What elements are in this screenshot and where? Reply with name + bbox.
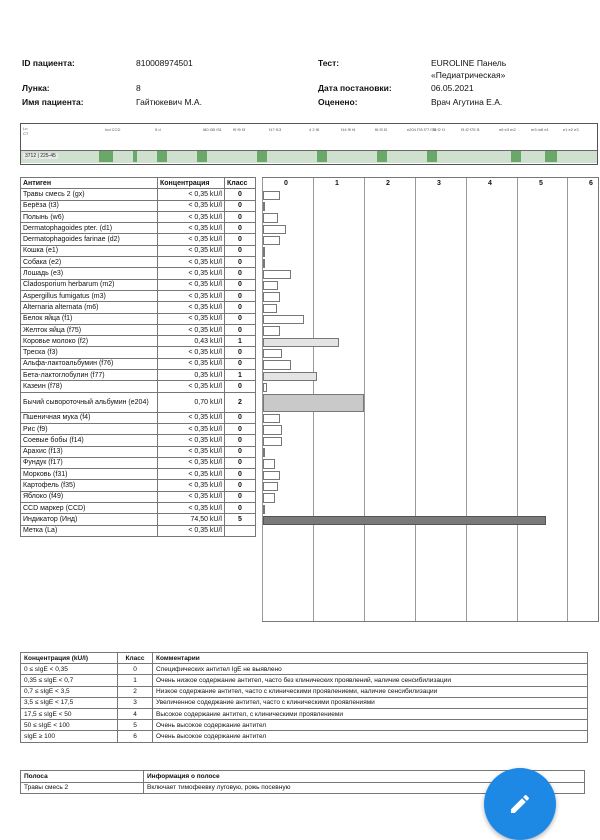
strip-block — [545, 151, 557, 162]
antigen-name: Соевые бобы (f14) — [21, 435, 158, 446]
antigen-class: 0 — [225, 234, 256, 245]
antigen-name: Казеин (f78) — [21, 381, 158, 392]
legend-comment: Очень низкое содержание антител, часто без клинических проявлений, наличие сенсибилизации — [153, 675, 588, 686]
chart-x-tick-label: 6 — [589, 180, 593, 187]
header-patient-id: 810008974501 — [136, 58, 193, 68]
antigen-concentration: < 0,35 kU/l — [158, 268, 225, 279]
antigen-row — [21, 302, 256, 313]
strip-tick-label: m3 m6 e1 — [531, 127, 549, 132]
chart-x-tick-label: 3 — [437, 180, 441, 187]
antigen-class: 2 — [225, 392, 256, 412]
antigen-row — [21, 435, 256, 446]
antigen-concentration: < 0,35 kU/l — [158, 313, 225, 324]
chart-bar — [263, 338, 339, 347]
antigen-class: 0 — [225, 435, 256, 446]
pencil-icon — [508, 792, 532, 816]
chart-bar — [263, 516, 546, 525]
class-legend-table — [20, 652, 588, 743]
antigen-class: 0 — [225, 423, 256, 434]
antigen-class — [225, 525, 256, 536]
strip-tick-label: t80 t35 f31 — [203, 127, 222, 132]
antigen-concentration: < 0,35 kU/l — [158, 480, 225, 491]
antigen-concentration: < 0,35 kU/l — [158, 290, 225, 301]
antigen-concentration: < 0,35 kU/l — [158, 503, 225, 514]
chart-bar — [263, 281, 278, 290]
antigen-row — [21, 423, 256, 434]
antigen-table — [20, 177, 256, 537]
antigen-row — [21, 358, 256, 369]
strip-tick-label: 4 2 f8 — [309, 127, 320, 132]
strip-code: 3712 | 225-45 — [25, 153, 56, 159]
antigen-name: Dermatophagoides pter. (d1) — [21, 223, 158, 234]
antigen-concentration: < 0,35 kU/l — [158, 211, 225, 222]
antigen-row — [21, 223, 256, 234]
antigen-concentration: 0,70 kU/l — [158, 392, 225, 412]
header-well-label: Лунка: — [22, 83, 50, 93]
antigen-concentration: < 0,35 kU/l — [158, 435, 225, 446]
chart-bar — [263, 326, 280, 335]
antigen-name: Берёза (t3) — [21, 200, 158, 211]
strip-label: Ln — [23, 126, 28, 131]
antigen-row — [21, 469, 256, 480]
legend-comment: Специфических антител IgE не выявлено — [153, 664, 588, 675]
header-date-label: Дата постановки: — [318, 83, 392, 93]
strip-block — [257, 151, 267, 162]
chart-bar — [263, 315, 304, 324]
chart-bar — [263, 448, 265, 457]
strip-label: CT — [23, 131, 29, 136]
legend-row — [21, 664, 588, 675]
legend-comment: Высокое содержание антител, с клиническими проявлениеми — [153, 708, 588, 719]
antigen-row — [21, 257, 256, 268]
antigen-name: Белок яйца (f1) — [21, 313, 158, 324]
chart-bar — [263, 471, 280, 480]
antigen-name: Картофель (f35) — [21, 480, 158, 491]
strip-block — [511, 151, 521, 162]
chart-bar — [263, 292, 280, 301]
header-evaluated: Врач Агутина Е.А. — [431, 97, 503, 107]
antigen-name: Метка (La) — [21, 525, 158, 536]
antigen-name: Индикатор (Инд) — [21, 514, 158, 525]
antigen-concentration: 74,50 kU/l — [158, 514, 225, 525]
legend-range: 3,5 ≤ sIgE < 17,5 — [21, 697, 118, 708]
chart-bar — [263, 459, 275, 468]
strip-block — [427, 151, 437, 162]
chart-x-tick-label: 4 — [488, 180, 492, 187]
antigen-name: Рис (f9) — [21, 423, 158, 434]
antigen-name: Собака (e2) — [21, 257, 158, 268]
antigen-name: Cladosporium herbarum (m2) — [21, 279, 158, 290]
chart-bar — [263, 236, 280, 245]
antigen-row — [21, 234, 256, 245]
legend-comment: Очень высокое содержание антител — [153, 731, 588, 742]
chart-bar — [263, 425, 282, 434]
legend-row — [21, 686, 588, 697]
strip-tick-label: f3 f2 f75 f1 — [461, 127, 480, 132]
antigen-name: Травы смесь 2 (gx) — [21, 189, 158, 200]
antigen-concentration: < 0,35 kU/l — [158, 446, 225, 457]
header-test-line1: EUROLINE Панель — [431, 58, 507, 68]
chart-gridline — [567, 178, 568, 621]
strip-block — [133, 151, 137, 162]
antigen-row — [21, 457, 256, 468]
strip-tick-label: 5 d — [155, 127, 161, 132]
legend-comment: Увеличенное содеджание антител, часто с клиническими проявлениями — [153, 697, 588, 708]
test-strip-image — [20, 123, 598, 165]
antigen-row — [21, 514, 256, 525]
antigen-class: 0 — [225, 324, 256, 335]
antigen-row — [21, 381, 256, 392]
col-concentration-header: Концентрация — [158, 178, 225, 189]
chart-bar — [263, 414, 280, 423]
antigen-name: Aspergillus fumigatus (m3) — [21, 290, 158, 301]
antigen-row — [21, 324, 256, 335]
legend-class-header: Класс — [118, 653, 153, 664]
antigen-concentration: < 0,35 kU/l — [158, 223, 225, 234]
legend-range: sIgE ≥ 100 — [21, 731, 118, 742]
legend-class: 1 — [118, 675, 153, 686]
header-patient-id-label: ID пациента: — [22, 58, 75, 68]
header-date: 06.05.2021 — [431, 83, 474, 93]
antigen-row — [21, 503, 256, 514]
strip-tick-label: e1 e2 e3 — [563, 127, 579, 132]
antigen-concentration: < 0,35 kU/l — [158, 358, 225, 369]
antigen-class: 0 — [225, 457, 256, 468]
antigen-row — [21, 279, 256, 290]
antigen-class: 0 — [225, 347, 256, 358]
strip-block — [157, 151, 167, 162]
header-patient-name-label: Имя пациента: — [22, 97, 84, 107]
antigen-class: 0 — [225, 223, 256, 234]
antigen-row — [21, 480, 256, 491]
antigen-class: 0 — [225, 302, 256, 313]
concentration-bar-chart — [262, 177, 599, 622]
antigen-concentration: < 0,35 kU/l — [158, 347, 225, 358]
strip-tick-label: e204 f78 f77 f76 — [407, 127, 436, 132]
chart-bar — [263, 213, 278, 222]
antigen-concentration: < 0,35 kU/l — [158, 245, 225, 256]
antigen-name: Морковь (f31) — [21, 469, 158, 480]
legend-row — [21, 697, 588, 708]
legend-row — [21, 675, 588, 686]
legend-range: 17,5 ≤ sIgE < 50 — [21, 708, 118, 719]
antigen-class: 0 — [225, 268, 256, 279]
legend-range: 0 ≤ sIgE < 0,35 — [21, 664, 118, 675]
antigen-concentration: < 0,35 kU/l — [158, 279, 225, 290]
antigen-name: CCD маркер (CCD) — [21, 503, 158, 514]
antigen-concentration: < 0,35 kU/l — [158, 491, 225, 502]
chart-bar — [263, 349, 282, 358]
antigen-name: Треска (f3) — [21, 347, 158, 358]
legend-row — [21, 731, 588, 742]
chart-bar — [263, 372, 317, 381]
strip-block — [377, 151, 387, 162]
strip-tick-label: f17 f13 — [269, 127, 282, 132]
legend-class: 4 — [118, 708, 153, 719]
antigen-name: Пшеничная мука (f4) — [21, 412, 158, 423]
chart-bar — [263, 270, 291, 279]
antigen-row — [21, 200, 256, 211]
antigen-row — [21, 313, 256, 324]
antigen-concentration: < 0,35 kU/l — [158, 457, 225, 468]
chart-bar — [263, 482, 278, 491]
antigen-row — [21, 347, 256, 358]
legend-class: 6 — [118, 731, 153, 742]
antigen-class: 0 — [225, 480, 256, 491]
antigen-class: 0 — [225, 313, 256, 324]
antigen-name: Лошадь (e3) — [21, 268, 158, 279]
legend-row — [21, 708, 588, 719]
antigen-row — [21, 189, 256, 200]
antigen-class: 0 — [225, 189, 256, 200]
antigen-class: 0 — [225, 381, 256, 392]
chart-bar — [263, 259, 265, 268]
legend-range: 50 ≤ sIgE < 100 — [21, 720, 118, 731]
header-evaluated-label: Оценено: — [318, 97, 358, 107]
chart-bar — [263, 493, 275, 502]
strip-side-labels — [23, 126, 28, 136]
col-antigen-header: Антиген — [21, 178, 158, 189]
header-patient-name: Гайтюкевич М.А. — [136, 97, 202, 107]
chart-bar — [263, 191, 280, 200]
antigen-class: 0 — [225, 446, 256, 457]
antigen-concentration: < 0,35 kU/l — [158, 234, 225, 245]
legend-class: 2 — [118, 686, 153, 697]
antigen-name: Альфа-лактоальбумин (f76) — [21, 358, 158, 369]
chart-bar — [263, 360, 291, 369]
antigen-class: 5 — [225, 514, 256, 525]
antigen-concentration: < 0,35 kU/l — [158, 469, 225, 480]
antigen-row — [21, 245, 256, 256]
antigen-concentration: 0,35 kU/l — [158, 370, 225, 381]
chart-bar — [263, 383, 267, 392]
antigen-concentration: < 0,35 kU/l — [158, 302, 225, 313]
chart-gridline — [415, 178, 416, 621]
chart-gridline — [517, 178, 518, 621]
antigen-row — [21, 412, 256, 423]
chart-bar — [263, 225, 286, 234]
antigen-name: Alternaria alternata (m6) — [21, 302, 158, 313]
antigen-name: Dermatophagoides farinae (d2) — [21, 234, 158, 245]
antigen-row — [21, 290, 256, 301]
chart-gridline — [466, 178, 467, 621]
antigen-name: Бычий сывороточный альбумин (e204) — [21, 392, 158, 412]
chart-bar — [263, 394, 364, 412]
antigen-row — [21, 268, 256, 279]
antigen-class: 0 — [225, 358, 256, 369]
antigen-concentration: < 0,35 kU/l — [158, 200, 225, 211]
antigen-class: 0 — [225, 257, 256, 268]
antigen-row — [21, 392, 256, 412]
legend-row — [21, 720, 588, 731]
header-test-line2: «Педиатрическая» — [431, 70, 506, 80]
antigen-class: 0 — [225, 200, 256, 211]
antigen-name: Арахис (f13) — [21, 446, 158, 457]
legend-comment: Низкое содержание антител, часто с клиническими проявлениеми, наличие сенсибилизации — [153, 686, 588, 697]
col-class-header: Класс — [225, 178, 256, 189]
antigen-class: 0 — [225, 503, 256, 514]
antigen-class: 1 — [225, 370, 256, 381]
legend-header-row — [21, 653, 588, 664]
antigen-concentration: < 0,35 kU/l — [158, 381, 225, 392]
legend-comment-header: Комментарии — [153, 653, 588, 664]
antigen-row — [21, 491, 256, 502]
antigen-name: Кошка (e1) — [21, 245, 158, 256]
chart-x-tick-label: 1 — [335, 180, 339, 187]
antigen-name: Полынь (w6) — [21, 211, 158, 222]
antigen-row — [21, 446, 256, 457]
legend-range: 0,35 ≤ sIgE < 0,7 — [21, 675, 118, 686]
antigen-table-header — [21, 178, 256, 189]
antigen-concentration: 0,43 kU/l — [158, 336, 225, 347]
antigen-name: Фундук (f17) — [21, 457, 158, 468]
chart-bar — [263, 247, 265, 256]
strip-block — [317, 151, 327, 162]
antigen-concentration: < 0,35 kU/l — [158, 189, 225, 200]
antigen-name: Яблоко (f49) — [21, 491, 158, 502]
legend-range: 0,7 ≤ sIgE < 3,5 — [21, 686, 118, 697]
chart-x-tick-label: 5 — [539, 180, 543, 187]
chart-x-tick-label: 0 — [284, 180, 288, 187]
antigen-class: 0 — [225, 469, 256, 480]
antigen-name: Коровье молоко (f2) — [21, 336, 158, 347]
legend-class: 5 — [118, 720, 153, 731]
strip-block — [197, 151, 207, 162]
band-name-header: Полоса — [21, 771, 144, 783]
antigen-concentration: < 0,35 kU/l — [158, 324, 225, 335]
band-info: Включает тимофеевку луговую, рожь посевную — [144, 782, 585, 794]
edit-fab-button[interactable] — [484, 768, 556, 840]
strip-tick-label: Ind CCD — [105, 127, 121, 132]
antigen-class: 0 — [225, 412, 256, 423]
band-info-header: Информация о полосе — [144, 771, 585, 783]
antigen-concentration: < 0,35 kU/l — [158, 257, 225, 268]
band-name: Травы смесь 2 — [21, 782, 144, 794]
antigen-concentration: < 0,35 kU/l — [158, 412, 225, 423]
header-well: 8 — [136, 83, 141, 93]
chart-bar — [263, 202, 265, 211]
header-test-label: Тест: — [318, 58, 340, 68]
strip-tick-label: f3 f2 f1 — [433, 127, 446, 132]
antigen-class: 0 — [225, 279, 256, 290]
chart-bar — [263, 304, 277, 313]
chart-bar — [263, 437, 282, 446]
chart-gridline — [364, 178, 365, 621]
antigen-class: 0 — [225, 211, 256, 222]
legend-class: 3 — [118, 697, 153, 708]
antigen-row — [21, 525, 256, 536]
antigen-row — [21, 370, 256, 381]
antigen-class: 0 — [225, 245, 256, 256]
legend-conc-header: Концентрация (kU/l) — [21, 653, 118, 664]
antigen-concentration: < 0,35 kU/l — [158, 525, 225, 536]
strip-tick-label: f6 f3 f2 — [375, 127, 388, 132]
legend-class: 0 — [118, 664, 153, 675]
strip-tick-label: e6 e3 m2 — [499, 127, 516, 132]
antigen-row — [21, 211, 256, 222]
antigen-class: 0 — [225, 290, 256, 301]
chart-x-tick-label: 2 — [386, 180, 390, 187]
antigen-class: 1 — [225, 336, 256, 347]
strip-block — [99, 151, 113, 162]
legend-comment: Очень высокое содержание антител — [153, 720, 588, 731]
antigen-name: Желток яйца (f75) — [21, 324, 158, 335]
strip-tick-label: f9 f9 f3 — [233, 127, 246, 132]
antigen-row — [21, 336, 256, 347]
antigen-name: Бета-лактоглобулин (f77) — [21, 370, 158, 381]
chart-bar — [263, 505, 265, 514]
antigen-class: 0 — [225, 491, 256, 502]
strip-tick-label: f14 f9 f4 — [341, 127, 356, 132]
antigen-concentration: < 0,35 kU/l — [158, 423, 225, 434]
